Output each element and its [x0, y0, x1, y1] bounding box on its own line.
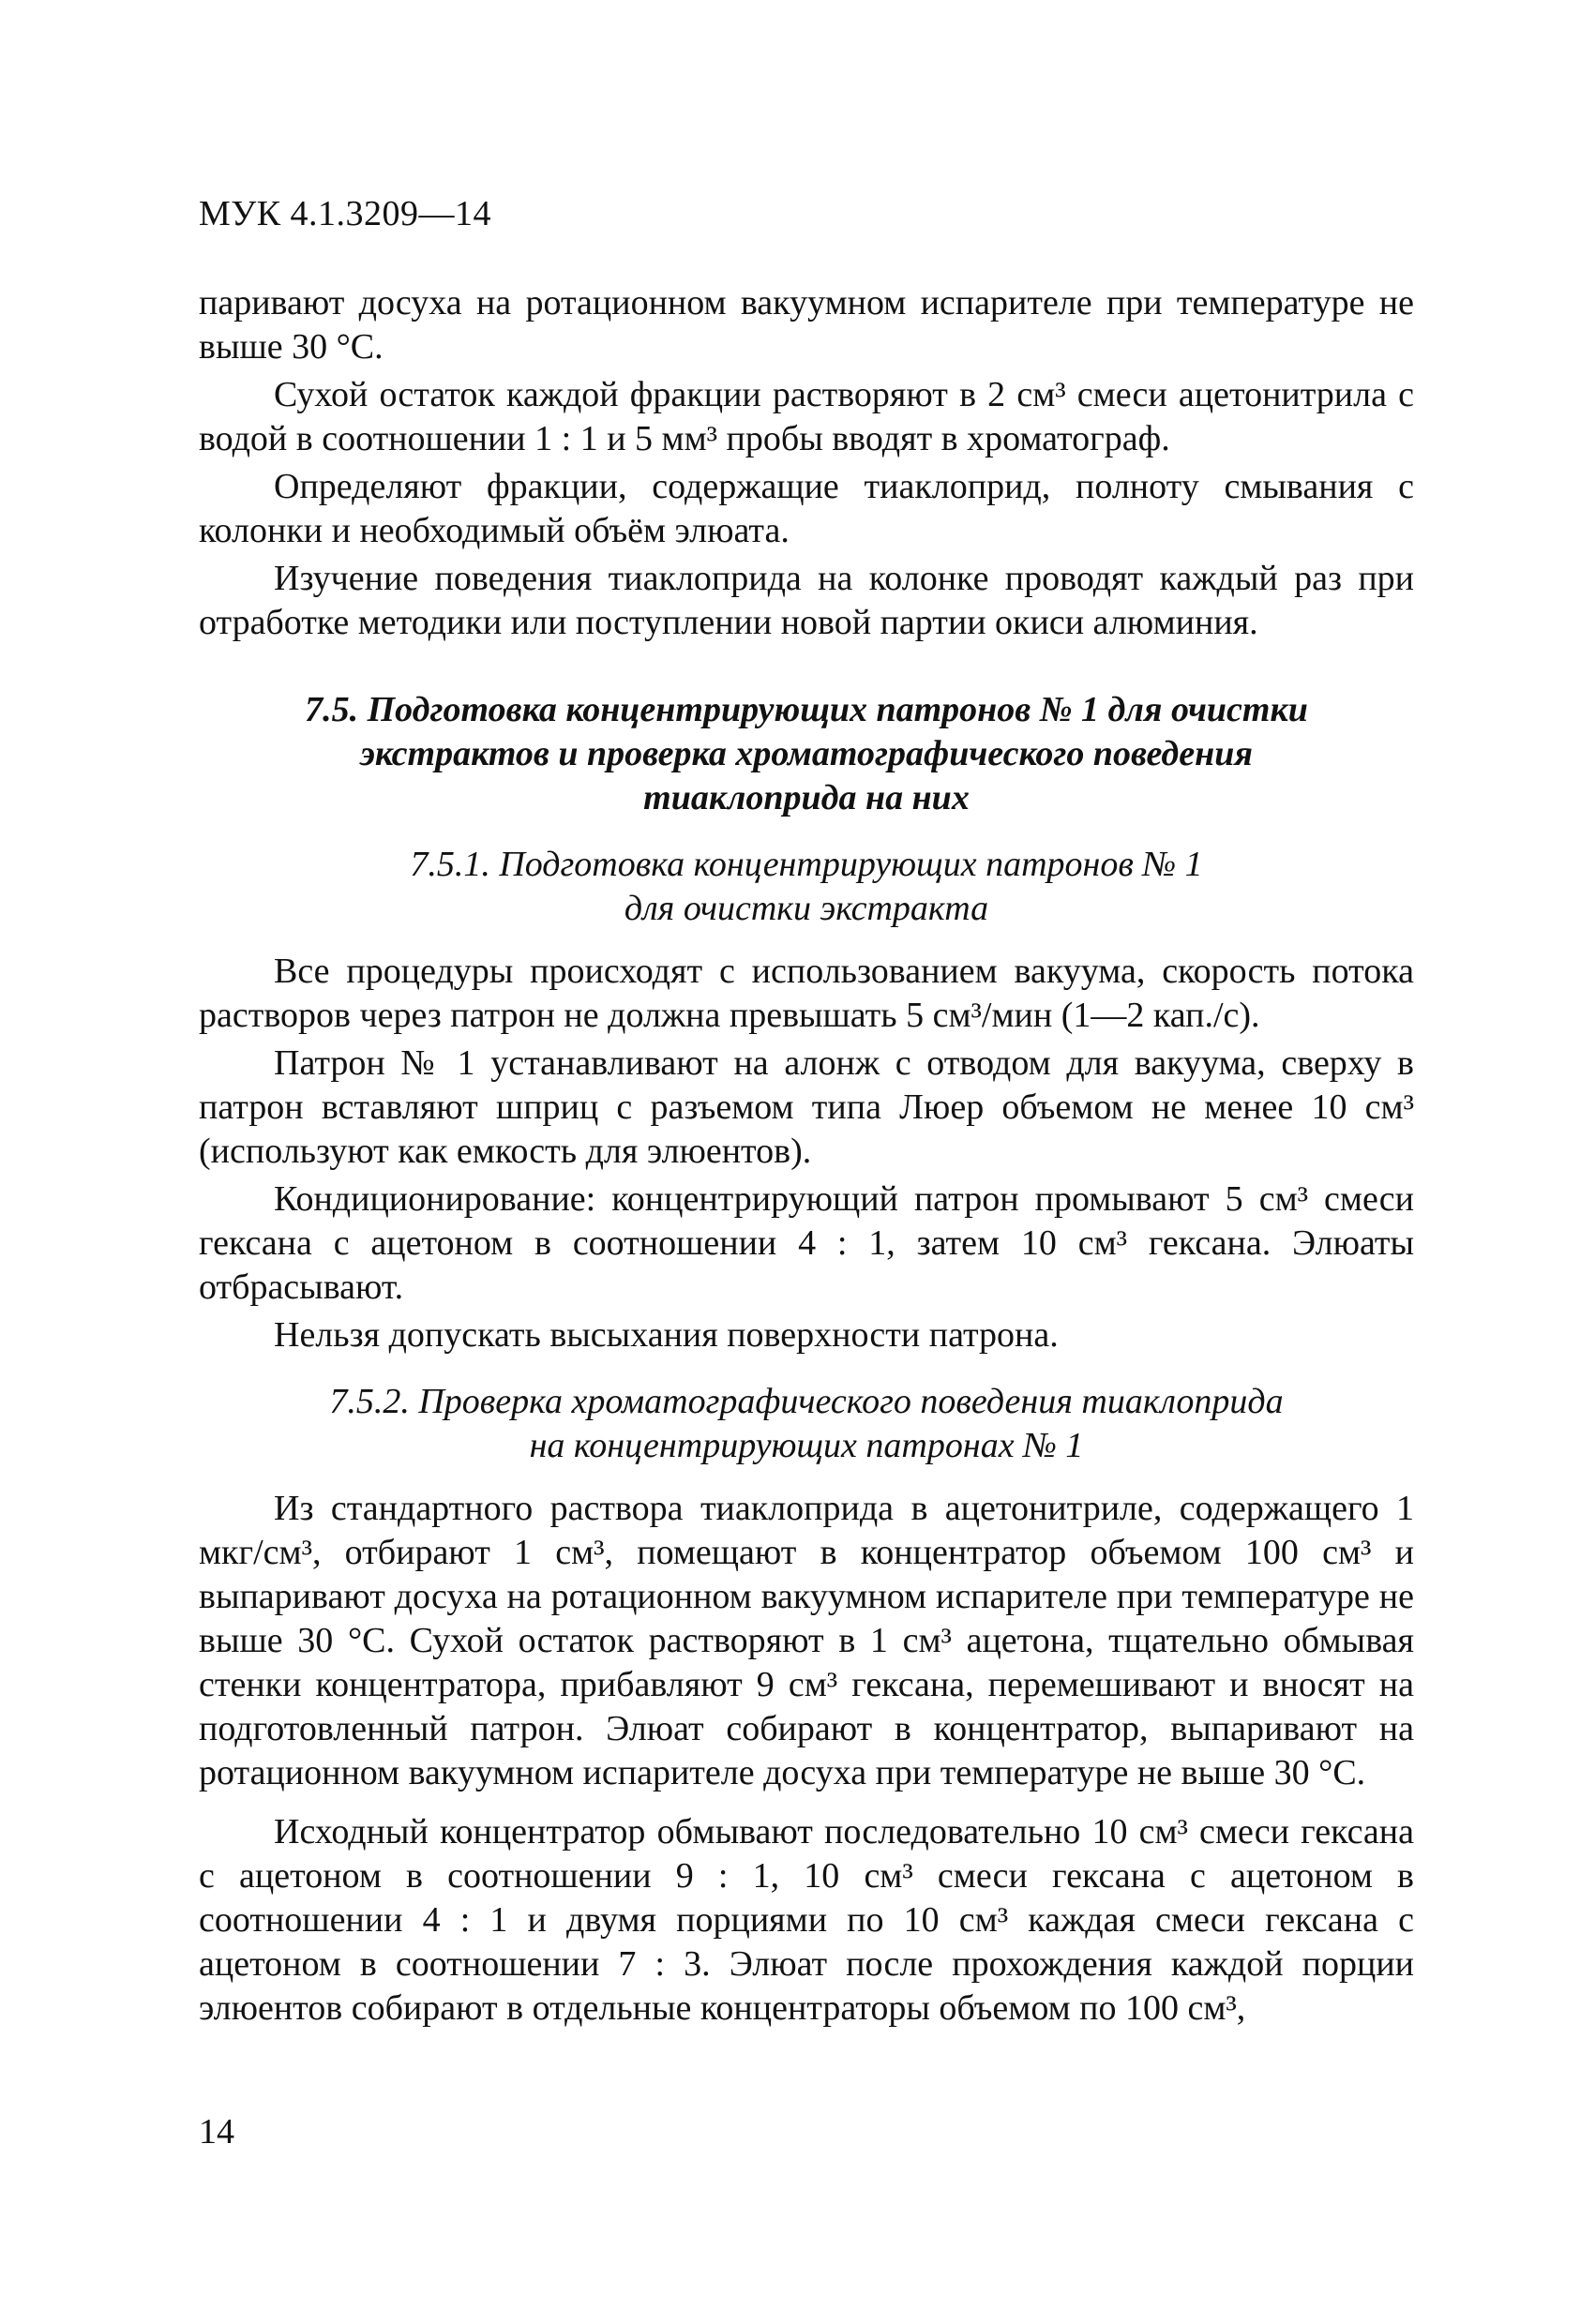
paragraph-elution-sequence: Исходный концентратор обмывают последовательно 10 см³ смеси гексана с ацетоном в соотношении 9 : 1, 10 см³ смеси гексана с ацетоном в соотношении 4 : 1 и двумя порциями по 10 см³ каждая смеси гексана с ацетоном в соотношении 7 : 3. Элюат после прохождения каждой порции элюентов собирают в отдельные концентраторы объемом по 100 см³, [199, 1812, 1414, 2028]
section-heading-7-5-2-line1: 7.5.2. Проверка хроматографического поведения тиаклоприда [329, 1382, 1284, 1421]
section-heading-7-5-1-line2: для очистки экстракта [624, 889, 989, 928]
section-heading-7-5-line1: 7.5. Подготовка концентрирующих патронов № 1 для очистки [305, 690, 1308, 729]
paragraph-no-drying: Нельзя допускать высыхания поверхности патрона. [274, 1315, 1059, 1355]
page-number: 14 [199, 2112, 234, 2152]
paragraph-dry-residue: Сухой остаток каждой фракции растворяют в 2 см³ смеси ацетонитрила с водой в соотношении 1 : 1 и 5 мм³ пробы вводят в хроматограф. [199, 375, 1414, 458]
document-code-header: МУК 4.1.3209—14 [199, 194, 492, 233]
paragraph-vacuum-procedure: Все процедуры происходят с использованием вакуума, скорость потока растворов через патрон не должна превышать 5 см³/мин (1—2 кап./с). [199, 952, 1414, 1035]
paragraph-conditioning: Кондиционирование: концентрирующий патрон промывают 5 см³ смеси гексана с ацетоном в соотношении 4 : 1, затем 10 см³ гексана. Элюаты отбрасывают. [199, 1179, 1414, 1307]
section-heading-7-5-1-line1: 7.5.1. Подготовка концентрирующих патронов № 1 [410, 845, 1203, 884]
section-heading-7-5-line2: экстрактов и проверка хроматографического поведения [360, 734, 1253, 773]
section-heading-7-5-1 [199, 843, 1414, 931]
paragraph-fractions: Определяют фракции, содержащие тиаклоприд, полноту смывания с колонки и необходимый объём элюата. [199, 467, 1414, 550]
page-body [199, 281, 1414, 2031]
section-heading-7-5-2-line2: на концентрирующих патронах № 1 [529, 1426, 1084, 1465]
section-heading-7-5-line3: тиаклоприда на них [643, 778, 970, 817]
paragraph-spacer [199, 1795, 1414, 1810]
paragraph-continuation: паривают досуха на ротационном вакуумном испарителе при температуре не выше 30 °С. [199, 283, 1414, 367]
paragraph-column-behavior: Изучение поведения тиаклоприда на колонке проводят каждый раз при отработке методики или поступлении новой партии окиси алюминия. [199, 559, 1414, 642]
section-heading-7-5-2 [199, 1380, 1414, 1468]
paragraph-cartridge-setup: Патрон № 1 устанавливают на алонж с отводом для вакуума, сверху в патрон вставляют шприц с разъемом типа Люер объемом не менее 10 см³ (используют как емкость для элюентов). [199, 1043, 1414, 1171]
section-heading-7-5 [199, 688, 1414, 820]
paragraph-standard-solution: Из стандартного раствора тиаклоприда в ацетонитриле, содержащего 1 мкг/см³, отбирают 1 см³, помещают в концентратор объемом 100 см³ и выпаривают досуха на ротационном вакуумном испарителе при температуре не выше 30 °С. Сухой остаток растворяют в 1 см³ ацетона, тщательно обмывая стенки концентратора, прибавляют 9 см³ гексана, перемешивают и вносят на подготовленный патрон. Элюат собирают в концентратор, выпаривают на ротационном вакуумном испарителе досуха при температуре не выше 30 °С. [199, 1489, 1414, 1792]
